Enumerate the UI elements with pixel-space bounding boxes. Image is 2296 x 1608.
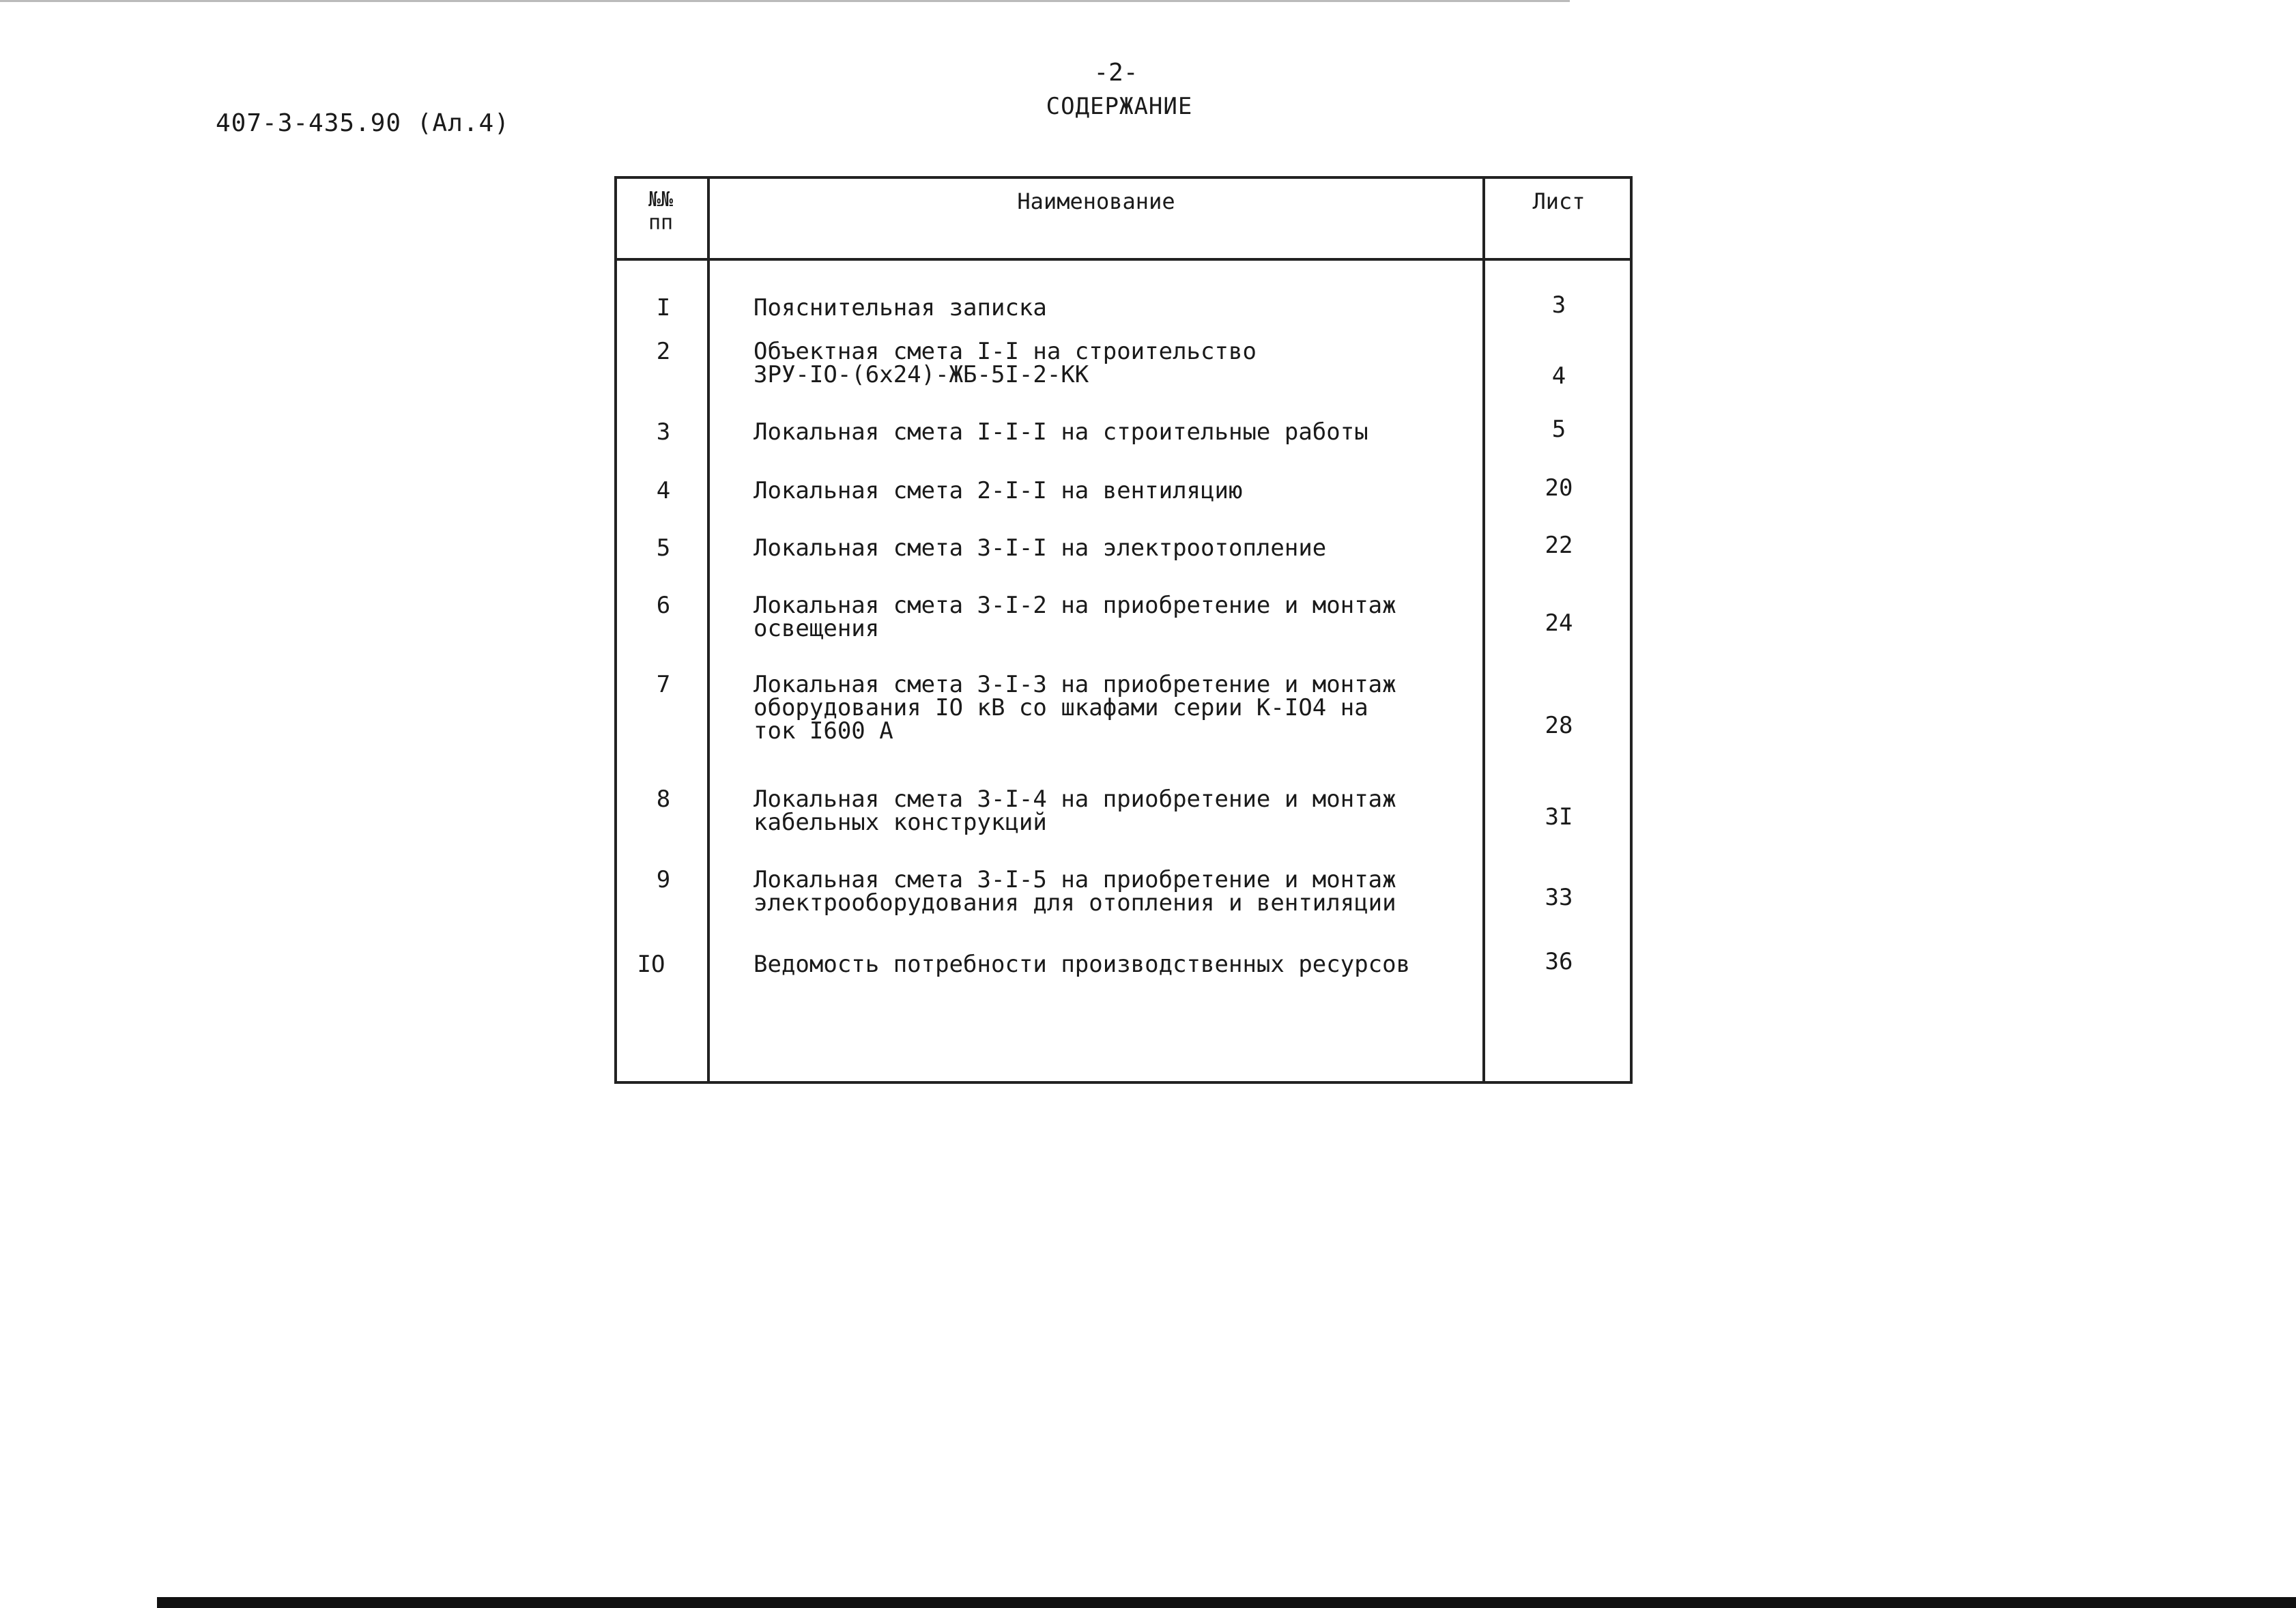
row-sheet: 20 [1545,474,1573,502]
row-sheet: 3I [1545,803,1573,831]
header-rule [617,258,1630,261]
page-number: -2- [1093,59,1138,87]
row-name: Локальная смета 2-I-I на вентиляцию [754,477,1243,504]
row-number: I [656,294,671,321]
row-number: 5 [656,534,671,562]
row-number: IО [637,951,665,978]
header-name: Наименование [1017,188,1175,214]
row-sheet: 36 [1545,948,1573,975]
column-divider [707,179,710,1081]
row-number: 7 [656,671,671,698]
row-sheet: 28 [1545,712,1573,739]
row-sheet: 33 [1545,884,1573,911]
row-name: Локальная смета 3-I-2 на приобретение и монтаж освещения [754,592,1396,642]
row-sheet: 4 [1551,362,1566,390]
row-number: 6 [656,592,671,619]
row-name: Пояснительная записка [754,294,1047,321]
row-name: Локальная смета I-I-I на строительные работы [754,418,1368,446]
header-number: №№ пп [648,188,674,235]
row-number: 8 [656,786,671,813]
scan-bottom-edge [157,1597,2296,1608]
scan-edge-line [0,0,1570,2]
row-sheet: 24 [1545,609,1573,637]
row-name: Объектная смета I-I на строительство ЗРУ-IО-(6х24)-ЖБ-5I-2-КК [754,338,1257,388]
row-name: Локальная смета 3-I-I на электроотопление [754,534,1327,562]
row-sheet: 22 [1545,532,1573,559]
contents-table [614,176,1633,1084]
document-title: СОДЕРЖАНИЕ [1046,93,1193,120]
row-number: 2 [656,338,671,365]
row-name: Локальная смета 3-I-5 на приобретение и монтаж электрооборудования для отопления и вентиляции [754,866,1396,917]
row-number: 3 [656,418,671,446]
row-name: Ведомость потребности производственных ресурсов [754,951,1411,978]
row-name: Локальная смета 3-I-3 на приобретение и монтаж оборудования IО кВ со шкафами серии К-IО4 на ток I600 А [754,671,1396,745]
row-number: 4 [656,477,671,504]
row-sheet: 5 [1551,416,1566,443]
document-code: 407-3-435.90 (Ал.4) [216,109,510,137]
row-number: 9 [656,866,671,893]
row-name: Локальная смета 3-I-4 на приобретение и монтаж кабельных конструкций [754,786,1396,836]
header-sheet: Лист [1532,188,1585,214]
row-sheet: 3 [1551,291,1566,319]
